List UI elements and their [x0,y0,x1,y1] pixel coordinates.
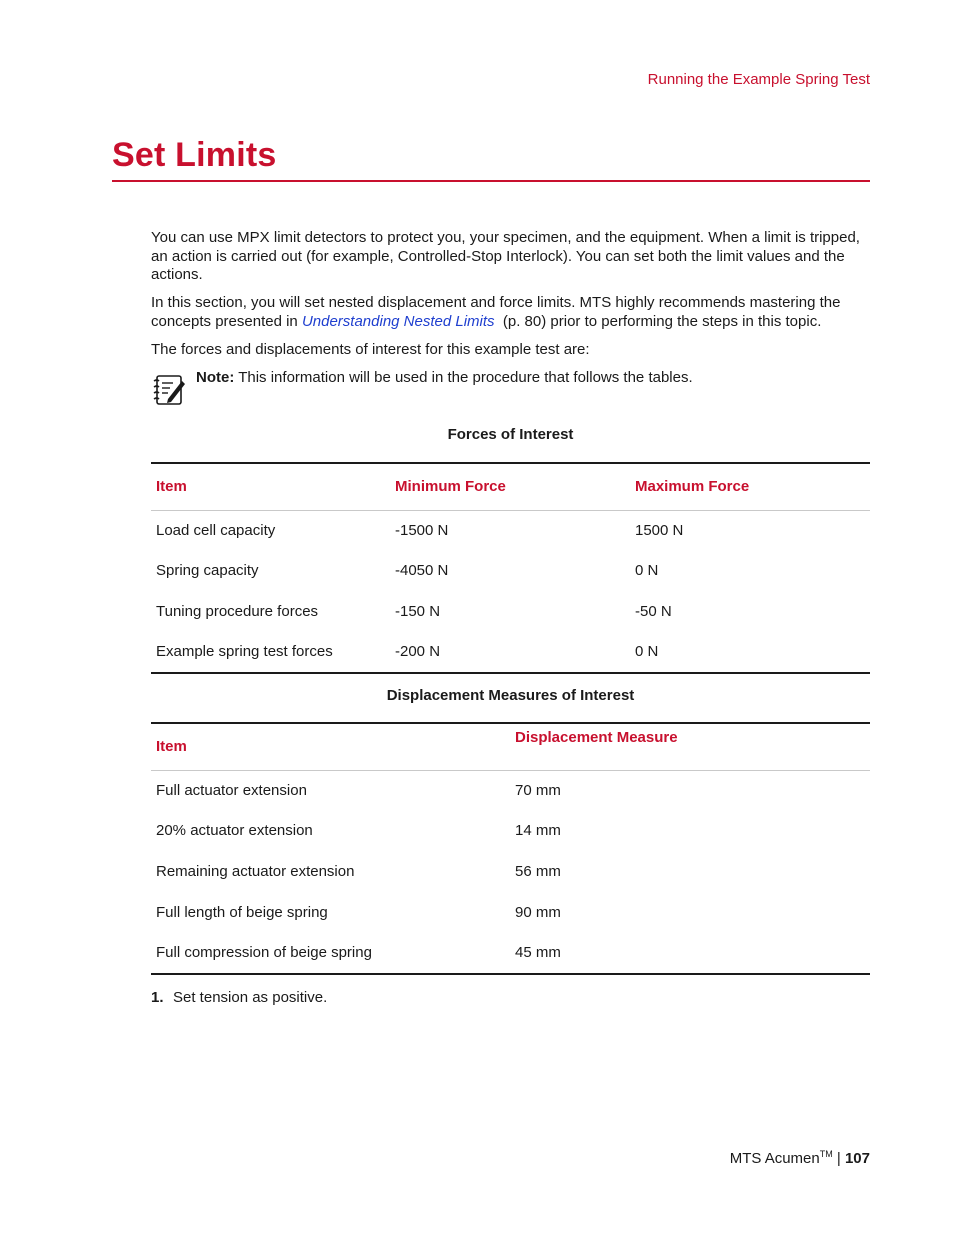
section-text-end: (p. 80) prior to performing the steps in this topic. [494,312,822,330]
table-row [151,550,870,591]
forces-cell-item: Load cell capacity [156,521,276,539]
displacement-cell-item: Full actuator extension [156,781,307,799]
table-row [151,892,870,932]
forces-header-max: Maximum Force [630,463,870,510]
displacement-cell-measure: 45 mm [510,932,870,974]
displacement-cell-measure: 90 mm [515,903,561,921]
table-row [151,770,870,810]
footer-trademark: TM [819,1149,833,1159]
forces-table-caption: Forces of Interest [447,426,574,443]
displacement-cell-measure: 56 mm [515,863,561,880]
step-list [151,989,327,1006]
step-text: Set tension as positive. [173,989,328,1006]
lead-in-paragraph [151,341,870,360]
displacement-cell-measure: 14 mm [515,822,561,839]
table-row [151,631,870,673]
step-number: 1. [151,989,164,1006]
displacement-cell-item: Remaining actuator extension [156,863,355,880]
footer-product: MTS Acumen [729,1150,820,1167]
forces-cell-max: -50 N [635,602,672,620]
forces-cell-min: -200 N [390,631,630,673]
table-row [151,510,870,550]
understanding-nested-limits-link[interactable]: Understanding Nested Limits [301,312,495,330]
displacement-cell-measure: 70 mm [515,781,561,799]
displacement-cell-item: Full length of beige spring [156,903,328,921]
forces-header-item: Item [151,463,390,510]
displacement-table [151,722,870,975]
forces-table [151,462,870,674]
table-row [151,591,870,631]
intro-paragraph [151,229,870,285]
displacement-cell-item: 20% actuator extension [156,822,313,839]
running-header: Running the Example Spring Test [647,71,870,88]
note-text [196,369,693,387]
note-label: Note: [196,369,235,386]
displacement-header-item: Item [151,723,510,770]
forces-cell-item: Tuning procedure forces [156,602,319,620]
displacement-table-header-row [151,723,870,770]
forces-cell-item: Spring capacity [156,562,259,579]
section-text [151,294,870,331]
forces-cell-max: 1500 N [635,521,684,539]
forces-cell-min: -4050 N [395,562,449,579]
table-row [151,932,870,974]
page-number: 107 [844,1150,870,1167]
displacement-cell-item: Full compression of beige spring [151,932,510,974]
forces-cell-max: 0 N [630,631,870,673]
forces-table-header-row [151,463,870,510]
lead-in-text: The forces and displacements of interest for this example test are: [151,341,590,358]
section-paragraph [151,294,870,331]
table-row [151,851,870,892]
forces-cell-min: -1500 N [395,521,449,539]
note-body: This information will be used in the procedure that follows the tables. [234,369,693,386]
displacement-header-measure: Displacement Measure [510,723,870,770]
forces-cell-item: Example spring test forces [151,631,390,673]
note-block [151,368,870,408]
table-row [151,810,870,851]
note-pencil-icon [151,372,187,408]
displacement-table-caption: Displacement Measures of Interest [386,687,635,704]
section-text-start: In this section, you will set nested displacement and force limits. MTS highly recommends mastering the concepts presented in [151,294,841,330]
footer-separator: | [832,1150,845,1167]
title-rule [112,180,870,182]
forces-cell-min: -150 N [395,602,441,620]
page-footer [730,1149,870,1167]
forces-cell-max: 0 N [635,562,659,579]
page-title: Set Limits [112,136,277,174]
forces-header-min: Minimum Force [390,463,630,510]
intro-text: You can use MPX limit detectors to protect you, your specimen, and the equipment. When a limit is tripped, an action is carried out (for example, Controlled-Stop Interlock). You can set both the limit values and the actions. [151,229,860,283]
